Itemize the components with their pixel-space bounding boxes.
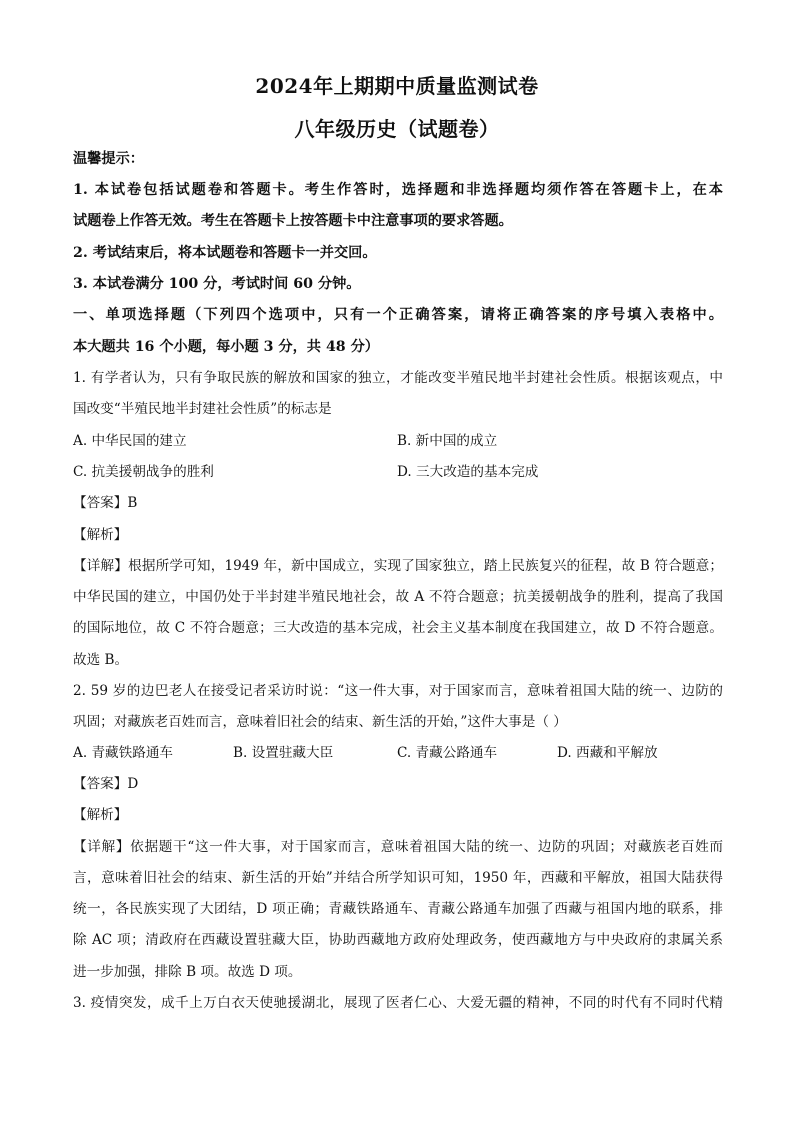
q2-detail-line-4: 除 AC 项；清政府在西藏设置驻藏大臣，协助西藏地方政府处理政务，使西藏地方与中央政府的隶属关系 (73, 932, 723, 948)
notice-heading: 温馨提示： (73, 151, 144, 167)
notice-item-2: 2. 考试结束后，将本试题卷和答题卡一并交回。 (73, 245, 377, 261)
exam-subtitle: 八年级历史（试题卷） (294, 117, 500, 141)
q2-detail-line-2: 言，意味着旧社会的结束、新生活的开始”并结合所学知识可知，1950 年，西藏和平解放，祖国大陆获得 (73, 870, 723, 886)
q2-detail-line-5: 进一步加强，排除 B 项。故选 D 项。 (73, 964, 302, 980)
q2-option-c: C. 青藏公路通车 (397, 745, 498, 761)
q2-detail-line-3: 统一，各民族实现了大团结，D 项正确；青藏铁路通车、青藏公路通车加强了西藏与祖国内地的联系，排 (73, 901, 723, 917)
notice-item-3: 3. 本试卷满分 100 分，考试时间 60 分钟。 (73, 276, 361, 292)
q1-detail-line-2: 中华民国的建立，中国仍处于半封建半殖民地社会，故 A 不符合题意；抗美援朝战争的胜利，提高了我国 (73, 589, 723, 605)
q2-option-a: A. 青藏铁路通车 (73, 745, 174, 761)
q2-option-d: D. 西藏和平解放 (557, 745, 658, 761)
q2-stem-line-2: 巩固；对藏族老百姓而言，意味着旧社会的结束、新生活的开始，”这件大事是（ ） (73, 714, 567, 730)
q2-stem-line-1: 2. 59 岁的边巴老人在接受记者采访时说：“这一件大事，对于国家而言，意味着祖国大陆的统一、边防的 (73, 683, 723, 699)
q3-stem-line-1: 3. 疫情突发，成千上万白衣天使驰援湖北，展现了医者仁心、大爱无疆的精神，不同的时代有不同时代精 (73, 995, 723, 1011)
exam-title: 2024年上期期中质量监测试卷 (255, 74, 539, 98)
section-heading-line-1: 一、单项选择题（下列四个选项中，只有一个正确答案，请将正确答案的序号填入表格中。 (73, 307, 723, 323)
q2-answer: 【答案】D (73, 776, 139, 792)
q1-stem-line-1: 1. 有学者认为，只有争取民族的解放和国家的独立，才能改变半殖民地半封建社会性质。根据该观点，中 (73, 370, 723, 386)
q1-detail-line-4: 故选 B。 (73, 652, 129, 668)
q2-detail-line-1: 【详解】依据题干“这一件大事，对于国家而言，意味着祖国大陆的统一、边防的巩固；对藏族老百姓而 (73, 839, 723, 855)
q1-option-c: C. 抗美援朝战争的胜利 (73, 464, 214, 480)
q1-option-a: A. 中华民国的建立 (73, 433, 187, 449)
q1-stem-line-2: 国改变“半殖民地半封建社会性质”的标志是 (73, 401, 332, 417)
q2-analysis-label: 【解析】 (73, 807, 128, 823)
notice-item-1-line-1: 1. 本试卷包括试题卷和答题卡。考生作答时，选择题和非选择题均须作答在答题卡上，在本 (73, 182, 723, 198)
q2-option-b: B. 设置驻藏大臣 (233, 745, 334, 761)
q1-detail-line-1: 【详解】根据所学可知，1949 年，新中国成立，实现了国家独立，踏上民族复兴的征程，故 B 符合题意； (73, 558, 723, 574)
q1-detail-line-3: 的国际地位，故 C 不符合题意；三大改造的基本完成，社会主义基本制度在我国建立，故 D 不符合题意。 (73, 620, 723, 636)
q1-answer: 【答案】B (73, 495, 138, 511)
section-heading-line-2: 本大题共 16 个小题，每小题 3 分，共 48 分） (73, 339, 379, 355)
notice-item-1-line-2: 试题卷上作答无效。考生在答题卡上按答题卡中注意事项的要求答题。 (73, 213, 513, 229)
q1-analysis-label: 【解析】 (73, 527, 128, 543)
q1-option-d: D. 三大改造的基本完成 (397, 464, 539, 480)
q1-option-b: B. 新中国的成立 (397, 433, 498, 449)
